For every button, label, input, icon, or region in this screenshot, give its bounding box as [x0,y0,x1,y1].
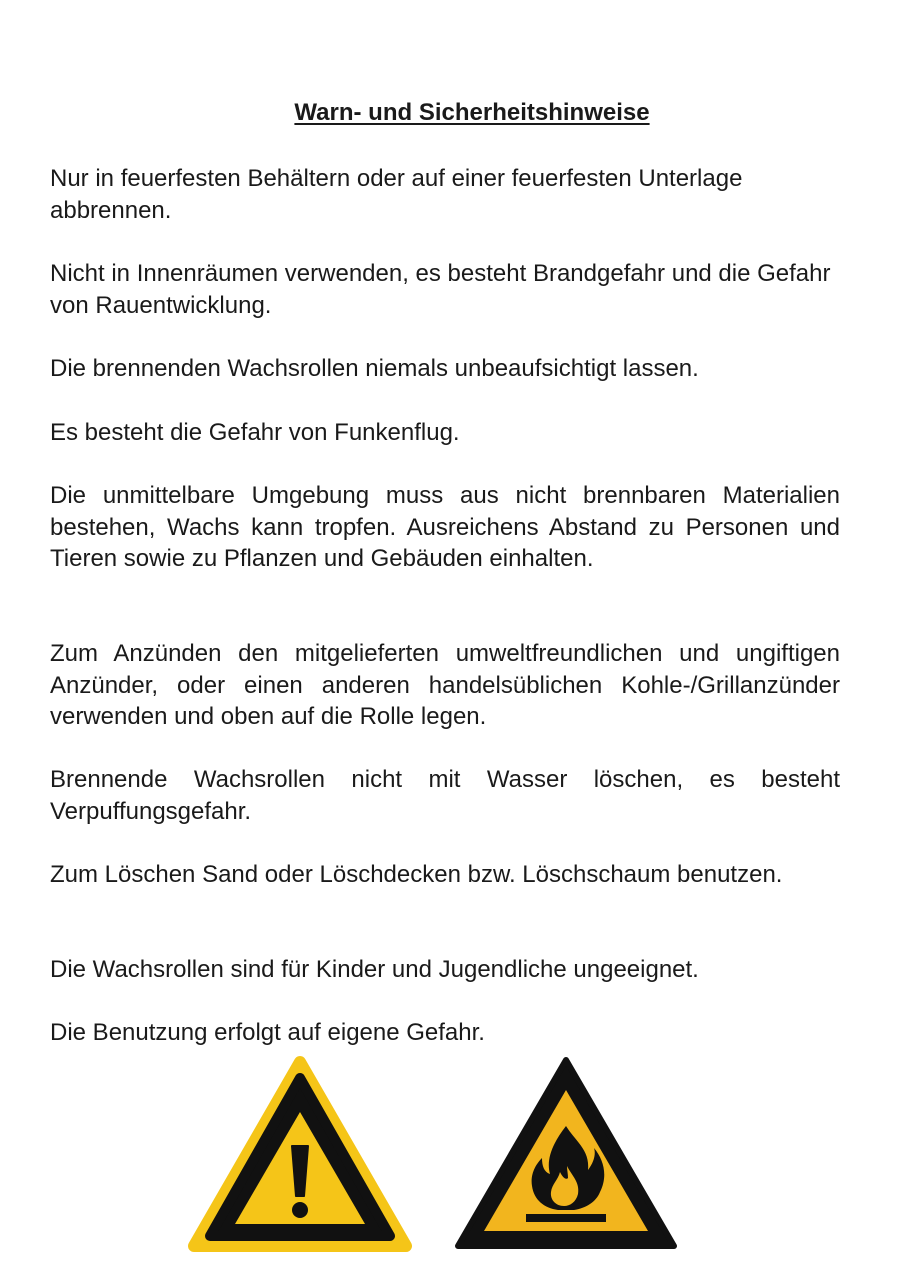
paragraph-never-unattended: Die brennenden Wachsrollen niemals unbeaufsichtigt lassen. [50,355,699,382]
flammable-warning-icon [454,1054,678,1254]
paragraph-not-for-children: Die Wachsrollen sind für Kinder und Jugendliche ungeeignet. [50,956,699,983]
paragraph-ignition: Zum Anzünden den mitgelieferten umweltfreundlichen und ungiftigen Anzünder, oder einen anderen handelsüblichen Kohle-/Grillanzünder verwenden und oben auf die Rolle legen. [50,640,840,731]
paragraph-fireproof-container: Nur in feuerfesten Behältern oder auf einer feuerfesten Unterlage abbrennen. [50,165,743,224]
warning-signs [0,1052,902,1270]
paragraph-extinguishing: Zum Löschen Sand oder Löschdecken bzw. Löschschaum benutzen. [50,861,783,888]
paragraph-no-water: Brennende Wachsrollen nicht mit Wasser löschen, es besteht Verpuffungsgefahr. [50,766,840,825]
paragraph-own-risk: Die Benutzung erfolgt auf eigene Gefahr. [50,1019,485,1046]
general-warning-icon [188,1054,412,1254]
document-title: Warn- und Sicherheitshinweise [294,99,650,126]
paragraph-surroundings: Die unmittelbare Umgebung muss aus nicht brennbaren Materialien bestehen, Wachs kann tropfen. Ausreichens Abstand zu Personen und Tieren sowie zu Pflanzen und Gebäuden einhalten. [50,482,840,573]
paragraph-no-indoor-use: Nicht in Innenräumen verwenden, es besteht Brandgefahr und die Gefahr von Rauentwicklung. [50,260,831,319]
paragraph-spark-danger: Es besteht die Gefahr von Funkenflug. [50,419,460,446]
